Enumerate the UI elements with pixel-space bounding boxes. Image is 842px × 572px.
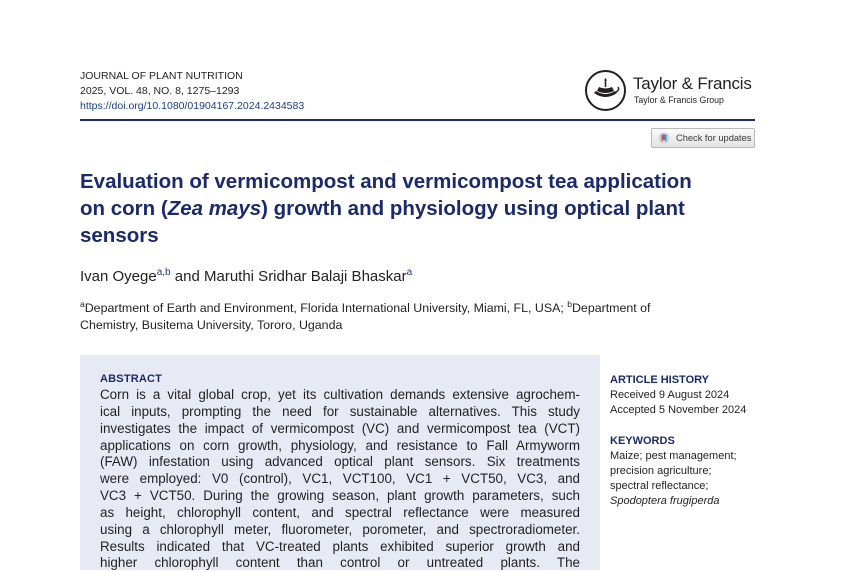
abstract-line: were employed: V0 (control), VC1, VCT100, VC1 + VCT50, VC3, and	[100, 471, 580, 487]
check-for-updates-label: Check for updates	[676, 133, 752, 143]
abstract-text	[100, 387, 580, 572]
keywords-line: precision agriculture;	[610, 465, 712, 477]
title-line-1: Evaluation of vermicompost and vermicompost tea application	[80, 170, 692, 193]
abstract-line: as height, chlorophyll content, and spectral reflectance were measured	[100, 504, 580, 520]
keywords-heading: KEYWORDS	[610, 435, 675, 447]
abstract-line: VC3 + VCT50. During the growing season, plant growth parameters, such	[100, 488, 580, 504]
title-line-2: on corn (Zea mays) growth and physiology using optical plant	[80, 197, 685, 220]
author-name[interactable]: Ivan Oyege	[80, 268, 157, 285]
article-sidebar	[610, 373, 760, 509]
title-line-3: sensors	[80, 224, 159, 247]
affiliations: $^a$Department of Earth and Environment, Florida International University, Miami, FL, USA; $^b$Department of Chemistry, Busitema University, Tororo, Uganda	[80, 300, 760, 334]
affiliation-b: Department of	[571, 301, 651, 315]
journal-citation: 2025, VOL. 48, NO. 8, 1275–1293	[80, 85, 240, 97]
species-name: Zea mays	[167, 197, 262, 220]
abstract-line: investigates the impact of vermicompost (VC) and vermicompost tea (VCT)	[100, 420, 580, 436]
affiliation-marker[interactable]: a,b	[156, 267, 171, 278]
article-history-heading: ARTICLE HISTORY	[610, 374, 710, 386]
lamp-logo-icon	[585, 70, 626, 111]
abstract-line: (FAW) infestation using advanced optical plant sensors. Six treatments	[100, 454, 580, 470]
header-divider	[80, 119, 755, 121]
journal-name: JOURNAL OF PLANT NUTRITION	[80, 70, 243, 82]
abstract-line: using a chlorophyll meter, fluorometer, porometer, and spectroradiometer.	[100, 521, 580, 537]
abstract-heading: ABSTRACT	[100, 373, 163, 385]
affiliation-b-cont: Chemistry, Busitema University, Tororo, Uganda	[80, 318, 343, 332]
abstract-line: higher chlorophyll content than control or untreated plants. The	[100, 555, 580, 571]
keywords-line: Maize; pest management;	[610, 450, 737, 462]
abstract-line: Corn is a vital global crop, yet its cultivation demands extensive agrochem-	[100, 387, 580, 402]
author-name[interactable]: Maruthi Sridhar Balaji Bhaskar	[204, 268, 407, 285]
publisher-group: Taylor & Francis Group	[634, 95, 724, 105]
author-list: Ivan Oyege$^{a,b}$ and Maruthi Sridhar Balaji Bhaskar$^a$	[80, 267, 413, 285]
received-date: Received 9 August 2024	[610, 389, 730, 401]
journal-header	[80, 69, 304, 114]
abstract-line: ical inputs, prompting the need for sustainable alternatives. This study	[100, 403, 580, 419]
check-for-updates-button[interactable]	[651, 128, 755, 148]
affiliation-a: Department of Earth and Environment, Florida International University, Miami, FL, USA;	[84, 301, 568, 315]
accepted-date: Accepted 5 November 2024	[610, 404, 747, 416]
abstract-line: applications on corn growth, physiology, and resistance to Fall Armyworm	[100, 437, 580, 453]
doi-link[interactable]: https://doi.org/10.1080/01904167.2024.2434583	[80, 100, 305, 112]
keywords-line: spectral reflectance;	[610, 480, 709, 492]
article-title	[80, 168, 760, 249]
crossmark-icon	[658, 132, 670, 144]
keywords-line: Spodoptera frugiperda	[610, 495, 720, 507]
publisher-name: Taylor & Francis	[633, 74, 752, 93]
abstract-line: Results indicated that VC-treated plants exhibited superior growth and	[100, 538, 580, 554]
publisher-logo[interactable]	[585, 70, 757, 112]
affiliation-marker[interactable]: a	[406, 267, 413, 278]
